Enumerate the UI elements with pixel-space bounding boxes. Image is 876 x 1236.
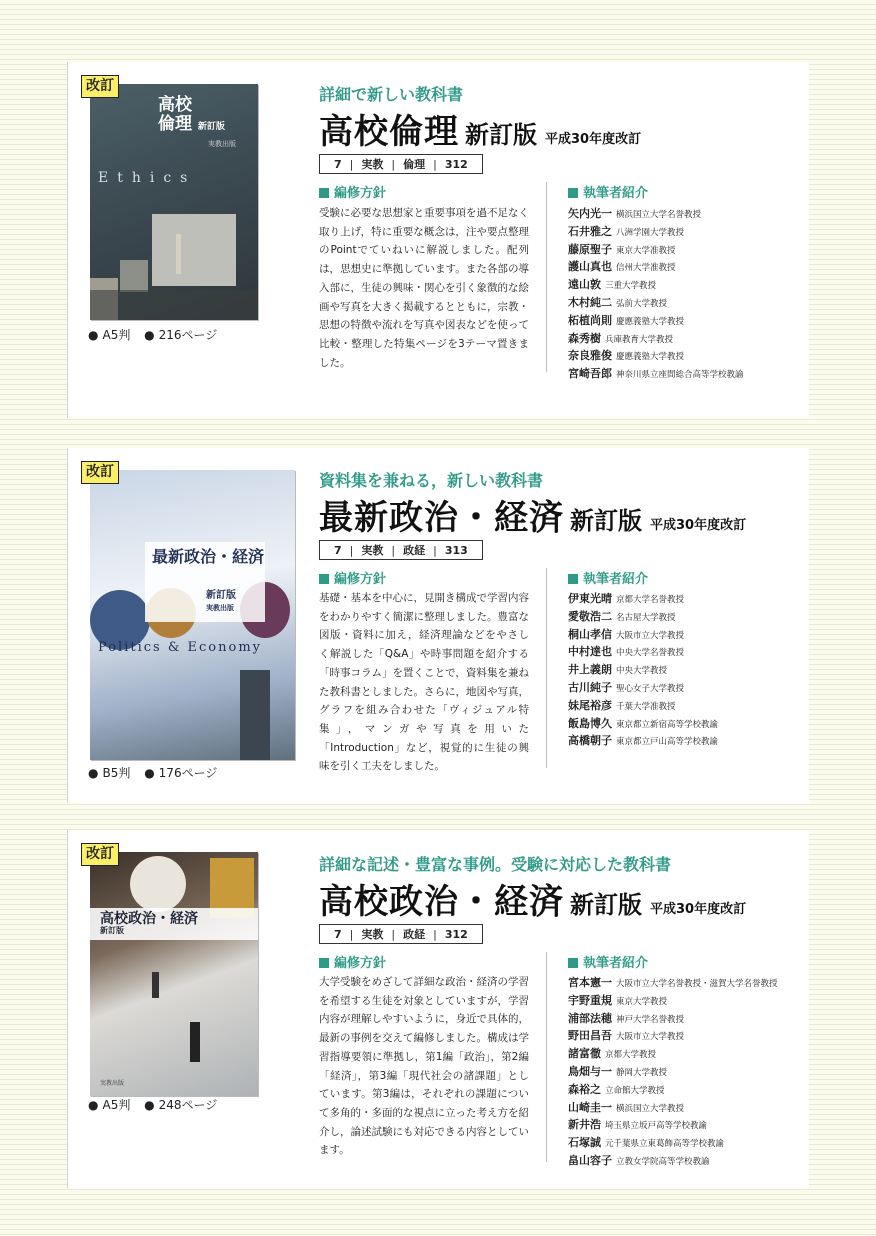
author-item: 宇野重規 東京大学教授 [568,993,668,1007]
author-item: 宮崎吾郎 神奈川県立座間総合高等学校教諭 [568,367,744,381]
book-cover-image [90,470,295,760]
author-item: 伊東光晴 京都大学名誉教授 [568,592,685,605]
cover-subtitle-en: Ethics [98,170,197,186]
cover-block [120,260,148,292]
author-item: 諸富徹 京都大学教授 [568,1047,657,1061]
author-item: 桐山孝信 大阪市立大学教授 [568,627,685,641]
policy-heading: 編修方針 [319,952,386,971]
author-item: 藤原聖子 東京大学准教授 [568,242,676,256]
authors-heading: 執筆者紹介 [568,568,648,587]
book-title: 最新政治・経済 新訂版 平成30年度改訂 [319,498,747,538]
author-item: 浦部法穂 神戸大学名誉教授 [568,1011,685,1025]
cover-block [152,214,236,286]
cover-figure [152,972,159,998]
cover-title: 高校政治・経済 新訂版 [100,911,198,936]
policy-heading: 編修方針 [319,568,386,587]
author-item: 古川純子 聖心女子大学教授 [568,680,685,694]
author-item: 高橋朝子 東京都立戸山高等学校教諭 [568,734,719,748]
column-divider [546,182,547,372]
column-divider [546,568,547,768]
book-format: A5判 [102,328,131,342]
author-item: 矢内光一 横浜国立大学名誉教授 [568,207,702,220]
cover-statue [240,670,270,760]
author-item: 宮本憲一 大阪市立大学名誉教授・滋賀大学名誉教授 [568,976,778,989]
book-code: 7 | 実教 | 政経 | 313 [319,540,483,560]
column-divider [546,952,547,1162]
author-item: 野田昌吾 大阪市立大学教授 [568,1029,685,1043]
book-tagline: 詳細で新しい教科書 [319,85,464,104]
policy-text: 受験に必要な思想家と重要事項を過不足なく取り上げ，特に重要な概念は，注や要点整理のPointでていねいに解説しました。配列は，思想史に準拠しています。また各部の導入部に，生徒の興味・関心を引く象徴的な絵画や写真を大きく掲載するとともに，宗教・思想の特徴や流れを写真や図表などを使って比較・整理した特集ページを3テーマ置きました。 [319,207,529,369]
author-item: 中村達也 中央大学名誉教授 [568,645,685,659]
policy-text: 大学受験をめざして詳細な政治・経済の学習を希望する生徒を対象としていますが，学習内容が理解しやすいように，身近で具体的，最新の事例を交えて編修しました。構成は学習指導要領に準拠し，第1編「政治」，第2編「経済」，第3編「現代社会の諸課題」としています。第3編は，それぞれの課題について多角的・多面的な視点に立った考え方を紹介し，論述試験にも対応できる内容としています。 [319,976,529,1157]
policy-heading: 編修方針 [319,182,386,201]
book-pages: 216ページ [158,328,218,342]
cover-title: 最新政治・経済 新訂版 実教出版 [152,547,265,612]
book-tagline: 詳細な記述・豊富な事例。受験に対応した教科書 [319,855,672,874]
book-pages: 248ページ [158,1098,218,1112]
author-item: 柘植尚則 慶應義塾大学教授 [568,313,685,327]
author-item: 新井浩 埼玉県立坂戸高等学校教諭 [568,1118,708,1132]
book-format: A5判 [102,1098,131,1112]
book-meta: ● A5判 ● 216ページ [88,328,218,342]
book-meta: ● A5判 ● 248ページ [88,1098,218,1112]
book-code: 7 | 実教 | 政経 | 312 [319,924,483,944]
book-title: 高校政治・経済 新訂版 平成30年度改訂 [319,882,747,922]
revision-badge: 改訂 [81,843,119,866]
author-list [568,206,744,384]
author-list [568,591,718,751]
cover-floor [90,290,258,320]
book-meta: ● B5判 ● 176ページ [88,766,218,780]
author-item: 畠山容子 立教女学院高等学校教諭 [568,1153,710,1167]
book-title: 高校倫理 新訂版 平成30年度改訂 [319,112,642,152]
cover-subtitle-en: Politics & Economy [98,640,263,655]
revision-badge: 改訂 [81,75,119,98]
cover-title: 高校 倫理 新訂版 [158,95,225,134]
author-item: 護山真也 信州大学准教授 [568,260,676,274]
book-pages: 176ページ [158,766,218,780]
cover-figure [176,234,181,274]
book-cover-image [90,84,258,320]
author-item: 石井雅之 八洲学園大学教授 [568,224,685,238]
book-cover-image [90,852,258,1096]
author-item: 山崎圭一 横浜国立大学教授 [568,1100,685,1114]
author-item: 遠山敦 三重大学教授 [568,278,657,292]
author-item: 鳥畑与一 静岡大学教授 [568,1064,668,1078]
book-format: B5判 [102,766,131,780]
book-card-latest-politics-economy [67,448,809,803]
revision-badge: 改訂 [81,461,119,484]
author-item: 妹尾裕彦 千葉大学准教授 [568,698,676,712]
author-item: 奈良雅俊 慶應義塾大学教授 [568,349,685,363]
author-item: 石塚誠 元千葉県立東葛飾高等学校教諭 [568,1136,725,1150]
book-tagline: 資料集を兼ねる，新しい教科書 [319,471,544,490]
author-item: 木村純二 弘前大学教授 [568,295,668,309]
authors-heading: 執筆者紹介 [568,952,648,971]
book-code: 7 | 実教 | 倫理 | 312 [319,154,483,174]
author-item: 森秀樹 兵庫教育大学教授 [568,331,674,345]
cover-publisher: 実教出版 [208,140,236,148]
author-item: 森裕之 立命館大学教授 [568,1082,665,1096]
book-card-ethics [67,62,809,418]
policy-text: 基礎・基本を中心に，見開き構成で学習内容をわかりやすく簡潔に整理しました。豊富な図版・資料に加え，経済理論などをやさしく解説した「Q&A」や時事問題を紹介する「時事コラム」を置くことで，資料集を兼ねた教科書としました。さらに，地図や写真，グラフを組み合わせた「ヴィジュアル特集」，マンガや写真を用いた「Introduction」など，視覚的に生徒の興味を引く工夫をしました。 [319,592,529,773]
author-item: 井上義朗 中央大学教授 [568,663,668,677]
author-item: 飯島博久 東京都立新宿高等学校教諭 [568,716,719,730]
cover-figure [190,1022,200,1062]
cover-publisher: 実教出版 [100,1080,125,1087]
author-list [568,975,778,1171]
author-item: 愛敬浩二 名古屋大学教授 [568,609,676,623]
cover-clock [130,856,186,912]
book-card-high-school-politics-economy [67,830,809,1188]
authors-heading: 執筆者紹介 [568,182,648,201]
